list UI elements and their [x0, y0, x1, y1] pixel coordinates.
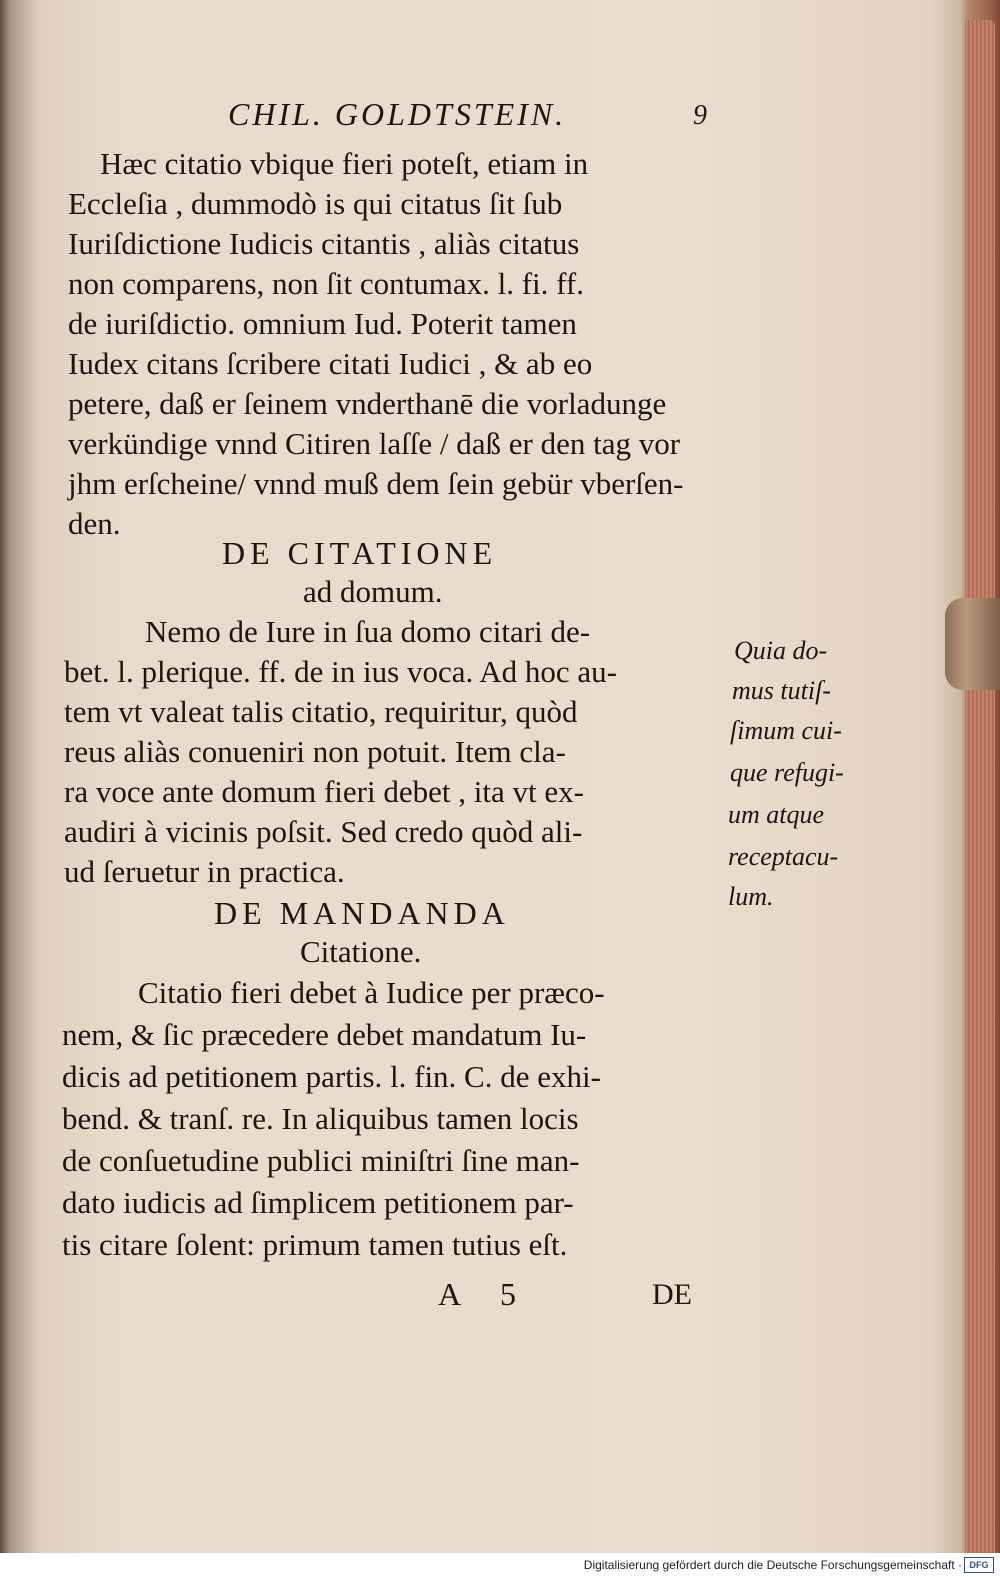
text-line: tis citare ſolent: primum tamen tutius eſt. [62, 1227, 568, 1262]
text-line: nem, & ſic præcedere debet mandatum Iu- [62, 1017, 587, 1052]
section-subheading: ad domum. [303, 574, 443, 609]
book-clasp [945, 598, 1000, 690]
note-line: um atque [728, 800, 825, 829]
note-line: Quia do- [734, 636, 828, 665]
note-line: que refugi- [730, 758, 844, 787]
signature-number: 5 [500, 1276, 516, 1312]
text-line: non comparens, non ſit contumax. l. fi. ff. [68, 266, 584, 301]
text-line: de conſuetudine publici miniſtri ſine man- [62, 1143, 580, 1178]
note-line: ſimum cui- [730, 716, 842, 745]
text-line: Hæc citatio vbique fieri poteſt, etiam in [100, 146, 589, 181]
dfg-logo: DFG [964, 1557, 994, 1573]
text-line: bet. l. plerique. ff. de in ius voca. Ad hoc au- [64, 654, 617, 689]
text-line: Citatio fieri debet à Iudice per præco- [138, 975, 605, 1010]
running-header: CHIL. GOLDTSTEIN. [228, 96, 567, 132]
text-line: dicis ad petitionem partis. l. fin. C. de exhi- [62, 1059, 601, 1094]
text-line: verkündige vnnd Citiren laſſe / daß er den tag vor [68, 426, 681, 461]
text-line: jhm erſcheine/ vnnd muß dem ſein gebür vberſen- [68, 466, 684, 501]
section-subheading: Citatione. [300, 934, 422, 969]
text-line: Nemo de Iure in ſua domo citari de- [145, 614, 591, 649]
note-line: receptacu- [728, 842, 839, 871]
funding-credit: Digitalisierung gefördert durch die Deutsche Forschungsgemeinschaft · [583, 1558, 962, 1572]
page-number: 9 [693, 100, 707, 131]
text-line: audiri à vicinis poſsit. Sed credo quòd ali- [64, 814, 583, 849]
text-line: ud ſeruetur in practica. [64, 854, 345, 889]
note-line: mus tutiſ- [732, 676, 831, 705]
text-line: de iuriſdictio. omnium Iud. Poterit tamen [68, 306, 577, 341]
section-heading: DE CITATIONE [222, 535, 498, 571]
text-line: Iudex citans ſcribere citati Iudici , & ab eo [68, 346, 593, 381]
text-line: Iuriſdictione Iudicis citantis , aliàs citatus [68, 226, 580, 261]
text-line: reus aliàs conueniri non potuit. Item cla- [64, 734, 566, 769]
text-line: ra voce ante domum fieri debet , ita vt ex- [64, 774, 584, 809]
signature-mark: A [438, 1276, 462, 1312]
section-heading: DE MANDANDA [214, 895, 510, 931]
text-line: dato iudicis ad ſimplicem petitionem par- [62, 1185, 574, 1220]
text-line: Eccleſia , dummodò is qui citatus ſit ſub [68, 186, 563, 221]
text-line: bend. & tranſ. re. In aliquibus tamen locis [62, 1101, 579, 1136]
text-line: den. [68, 506, 121, 541]
catchword: DE [652, 1278, 692, 1311]
text-line: tem vt valeat talis citatio, requiritur, quòd [64, 694, 578, 729]
page-edge [965, 20, 995, 1560]
text-line: petere, daß er ſeinem vnderthanē die vorladunge [68, 386, 667, 421]
note-line: lum. [728, 882, 774, 911]
